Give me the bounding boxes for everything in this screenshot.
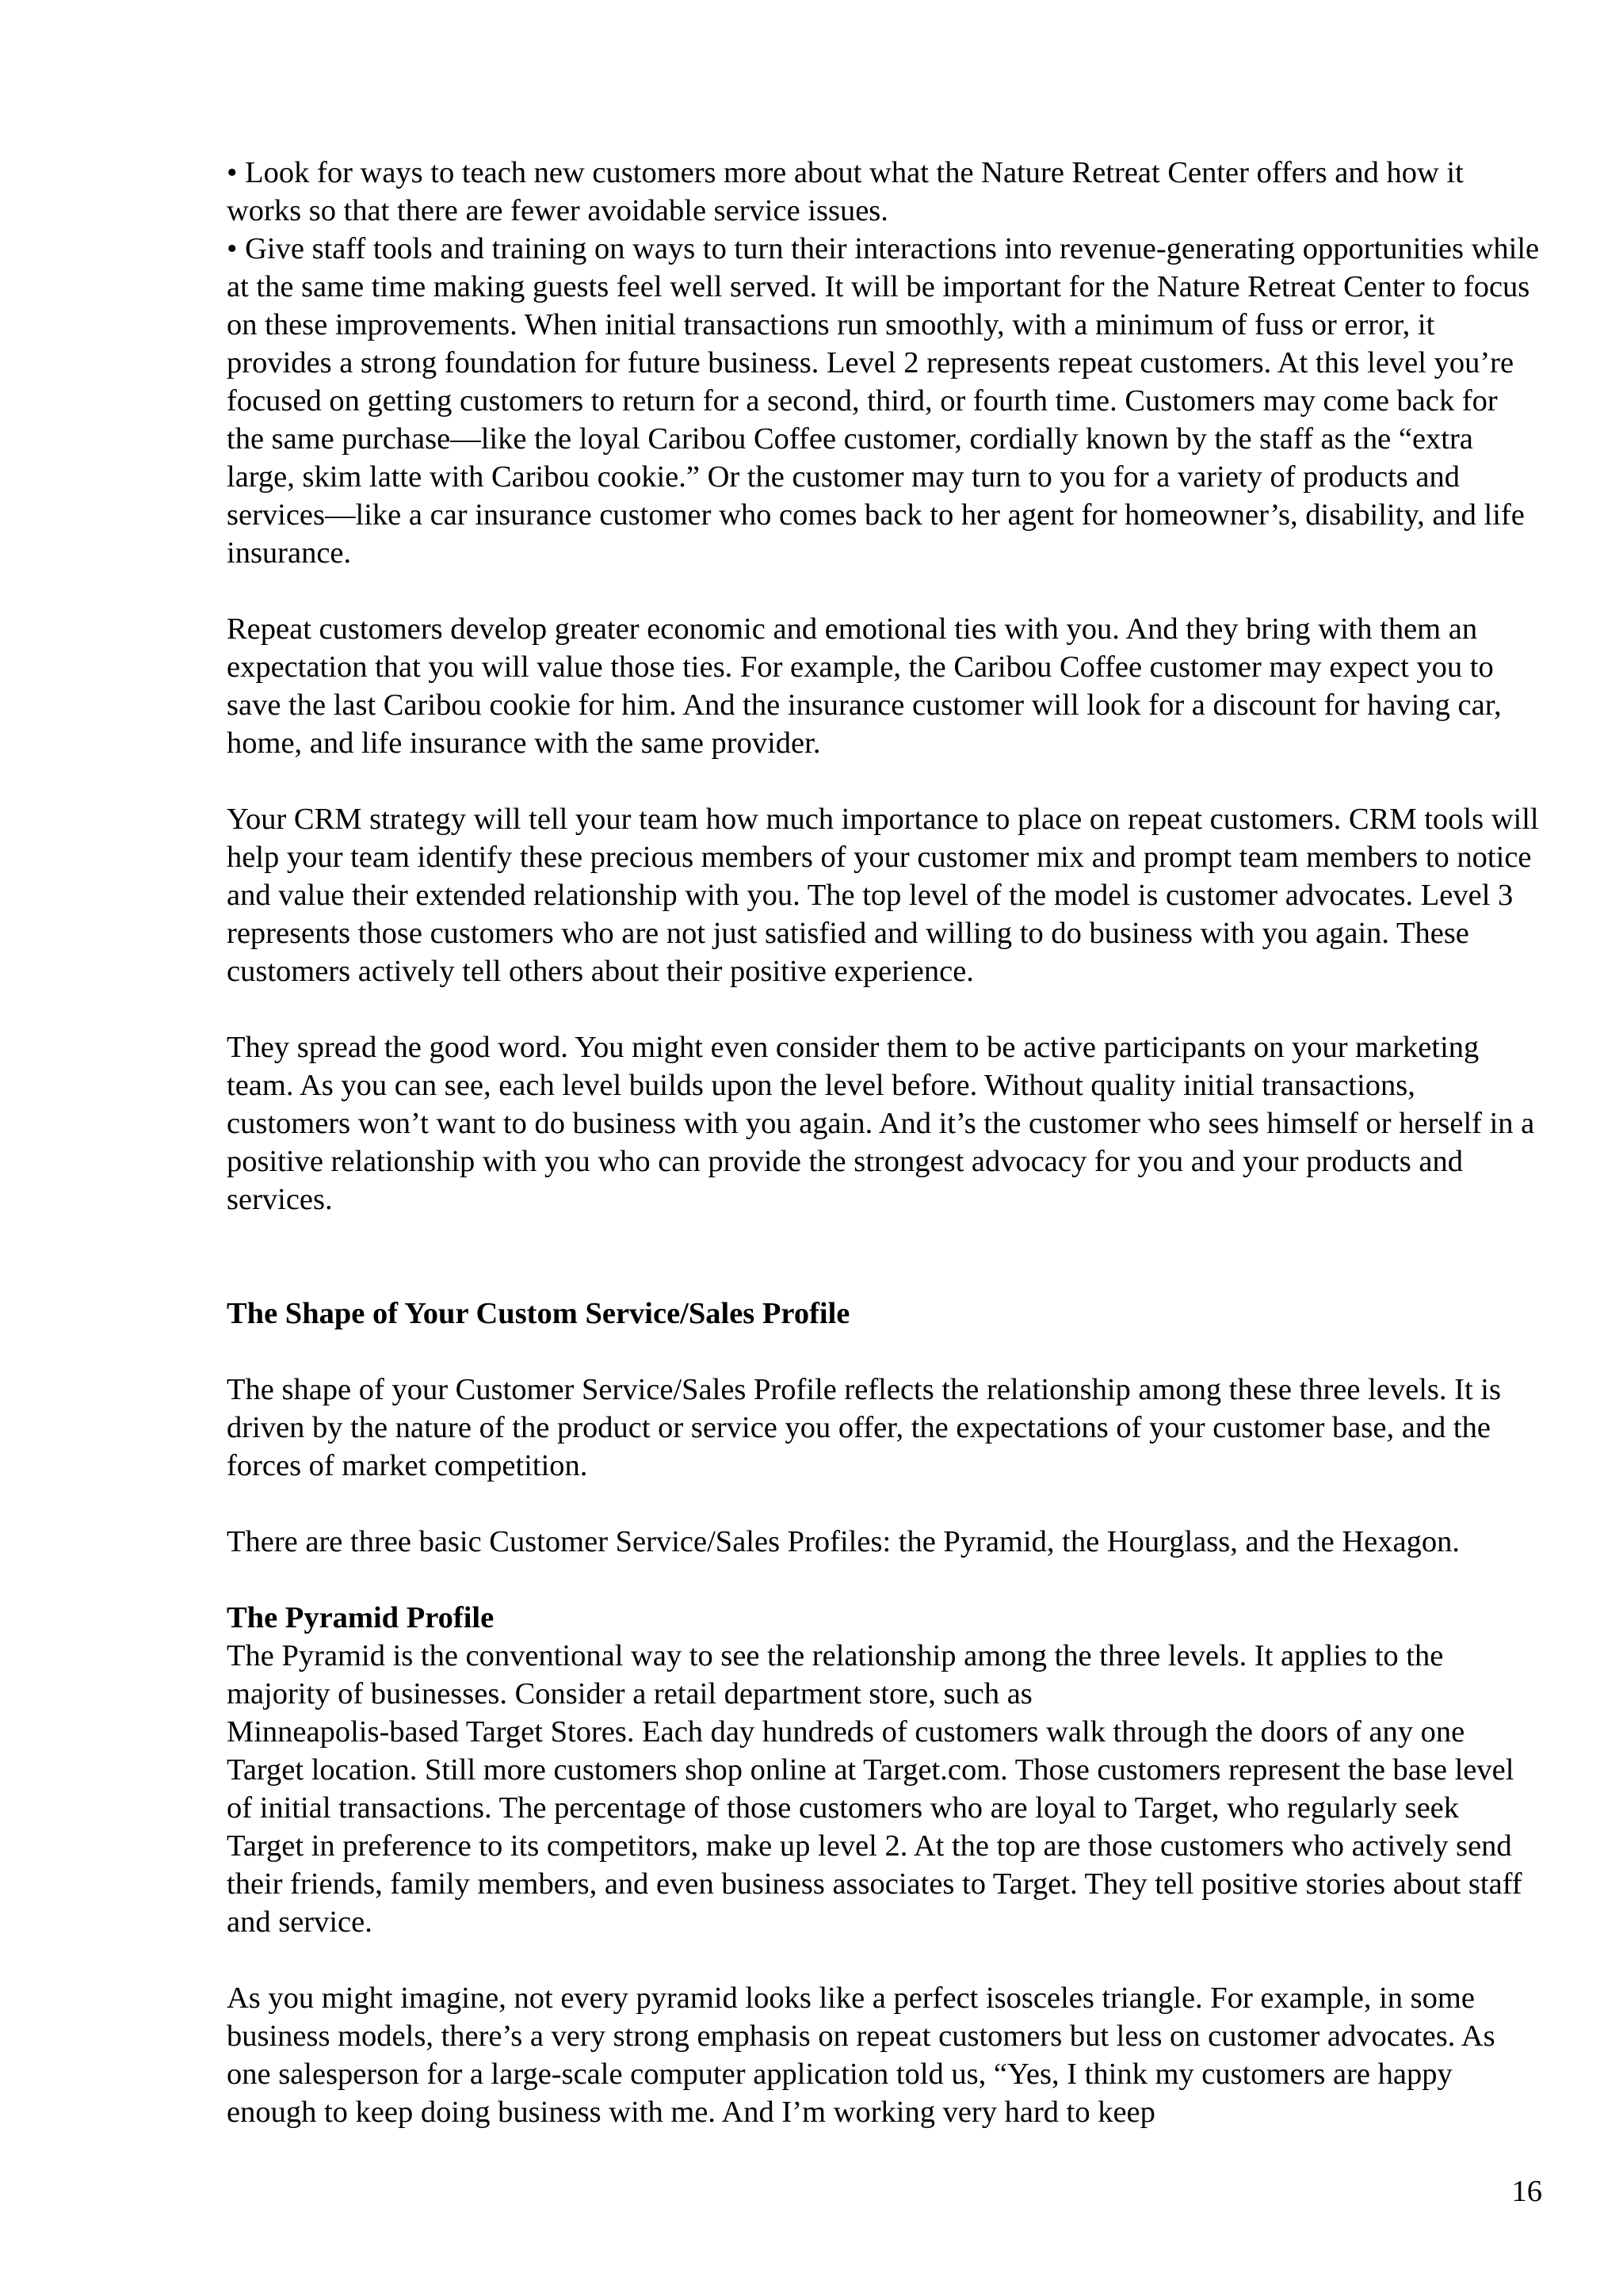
paragraph-crm-strategy: Your CRM strategy will tell your team how much importance to place on repeat customers. CRM tools will help your team identify these precious members of your customer mix and prompt team members to notice and value their extended relationship with you. The top level of the model is customer advocates. Level 3 represents those customers who are not just satisfied and willing to do business with you again. These customers actively tell others about their positive experience. xyxy=(227,803,1539,988)
paragraph-good-word: They spread the good word. You might even consider them to be active participants on your marketing team. As you can see, each level builds upon the level before. Without quality initial transactions, customers won’t want to do business with you again. And it’s the customer who sees himself or herself in a positive relationship with you who can provide the strongest advocacy for you and your products and services. xyxy=(227,1031,1535,1216)
paragraph-repeat-customers: Repeat customers develop greater economic and emotional ties with you. And they bring with them an expectation that you will value those ties. For example, the Caribou Coffee customer may expect you to save the last Caribou cookie for him. And the insurance customer will look for a discount for having car, home, and life insurance with the same provider. xyxy=(227,612,1502,760)
section-heading: The Shape of Your Custom Service/Sales Profile xyxy=(227,1297,850,1330)
paragraph-three-profiles: There are three basic Customer Service/Sales Profiles: the Pyramid, the Hourglass, and the Hexagon. xyxy=(227,1525,1460,1558)
bullet-paragraph-1: • Look for ways to teach new customers more about what the Nature Retreat Center offers and how it works so that there are fewer avoidable service issues. xyxy=(227,156,1464,227)
page-number: 16 xyxy=(1511,2175,1542,2208)
bullet-paragraph-2: • Give staff tools and training on ways to turn their interactions into revenue-generating opportunities while at the same time making guests feel well served. It will be important for the Nature Retreat Center to focus on these improvements. When initial transactions run smoothly, with a minimum of fuss or error, it provides a strong foundation for future business. Level 2 represents repeat customers. At this level you’re focused on getting customers to return for a second, third, or fourth time. Customers may come back for the same purchase—like the loyal Caribou Coffee customer, cordially known by the staff as the “extra large, skim latte with Caribou cookie.” Or the customer may turn to you for a variety of products and services—like a car insurance customer who comes back to her agent for homeowner’s, disability, and life insurance. xyxy=(227,232,1540,570)
paragraph-profile-shape: The shape of your Customer Service/Sales Profile reflects the relationship among these three levels. It is driven by the nature of the product or service you offer, the expectations of your customer base, and the forces of market competition. xyxy=(227,1373,1501,1482)
paragraph-pyramid: The Pyramid is the conventional way to see the relationship among the three levels. It applies to the majority of businesses. Consider a retail department store, such as Minneapolis-based Target Stores. Each day hundreds of customers walk through the doors of any one Target location. Still more customers shop online at Target.com. Those customers represent the base level of initial transactions. The percentage of those customers who are loyal to Target, who regularly seek Target in preference to its competitors, make up level 2. At the top are those customers who actively send their friends, family members, and even business associates to Target. They tell positive stories about staff and service. xyxy=(227,1639,1522,1939)
paragraph-isosceles: As you might imagine, not every pyramid looks like a perfect isosceles triangle. For example, in some business models, there’s a very strong emphasis on repeat customers but less on customer advocates. As one salesperson for a large-scale computer application told us, “Yes, I think my customers are happy enough to keep doing business with me. And I’m working very hard to keep xyxy=(227,1981,1495,2129)
document-page xyxy=(227,154,1542,2131)
pyramid-heading: The Pyramid Profile xyxy=(227,1601,495,1634)
